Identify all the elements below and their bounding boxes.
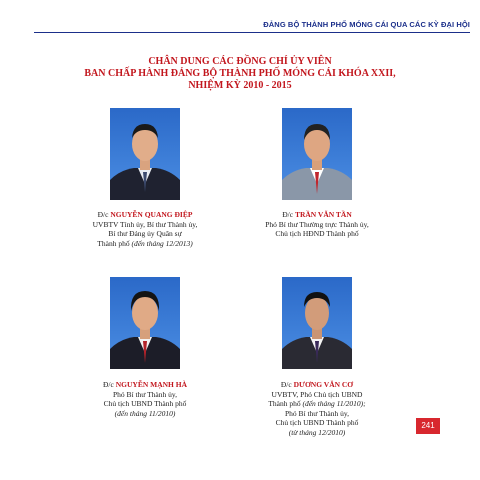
role-line: Phó Bí thư Thành ủy, xyxy=(284,408,350,418)
person-name-3: NGUYỄN MẠNH HÀ xyxy=(115,380,187,389)
portrait-photo-1 xyxy=(110,108,180,200)
role-line: (từ tháng 12/2010) xyxy=(288,427,346,437)
name-line-3 xyxy=(75,380,215,390)
name-line-4 xyxy=(247,380,387,390)
portrait-photo-2 xyxy=(282,108,352,200)
role-line: Chủ tịch UBND Thành phố xyxy=(103,399,187,408)
title-line-3: NHIỆM KỲ 2010 - 2015 xyxy=(188,80,292,91)
caption-3 xyxy=(75,380,215,418)
name-line-2 xyxy=(247,210,387,220)
person-name-1: NGUYỄN QUANG ĐIỆP xyxy=(110,210,193,219)
role-line: Chủ tịch UBND Thành phố xyxy=(275,418,359,427)
running-header: ĐẢNG BỘ THÀNH PHỐ MÓNG CÁI QUA CÁC KỲ ĐẠI HỘI xyxy=(263,20,470,29)
caption-2 xyxy=(247,210,387,239)
caption-4 xyxy=(247,380,387,437)
role-line: UVBTV, Phó Chủ tịch UBND xyxy=(271,389,363,399)
role-line: UVBTV Tỉnh ủy, Bí thư Thành ủy, xyxy=(92,219,198,229)
prefix-2: Đ/c xyxy=(282,210,294,219)
title-line-1: CHÂN DUNG CÁC ĐỒNG CHÍ ỦY VIÊN xyxy=(148,56,332,67)
name-line-1 xyxy=(75,210,215,220)
role-line: Phó Bí thư Thường trực Thành ủy, xyxy=(265,219,369,229)
role-line: Thành phố (đến tháng 12/2013) xyxy=(97,238,193,248)
caption-1 xyxy=(75,210,215,248)
header-rule xyxy=(34,32,470,33)
role-line: Bí thư Đảng ủy Quân sự xyxy=(108,229,182,238)
role-line: Thành phố (đến tháng 11/2010); xyxy=(268,399,366,408)
page-number: 241 xyxy=(416,418,440,434)
page-title xyxy=(60,56,420,92)
prefix-3: Đ/c xyxy=(103,380,114,389)
person-name-4: DƯƠNG VĂN CƠ xyxy=(293,380,354,389)
role-line: (đến tháng 11/2010) xyxy=(114,408,176,418)
portrait-photo-4 xyxy=(282,277,352,369)
person-name-2: TRẦN VĂN TẦN xyxy=(294,210,352,219)
role-line: Chủ tịch HĐND Thành phố xyxy=(275,229,359,238)
prefix-4: Đ/c xyxy=(280,380,292,389)
portrait-photo-3 xyxy=(110,277,180,369)
prefix-1: Đ/c xyxy=(97,210,109,219)
title-line-2: BAN CHẤP HÀNH ĐẢNG BỘ THÀNH PHỐ MÓNG CÁI KHÓA XXII, xyxy=(84,68,396,79)
role-line: Phó Bí thư Thành ủy, xyxy=(112,389,178,399)
